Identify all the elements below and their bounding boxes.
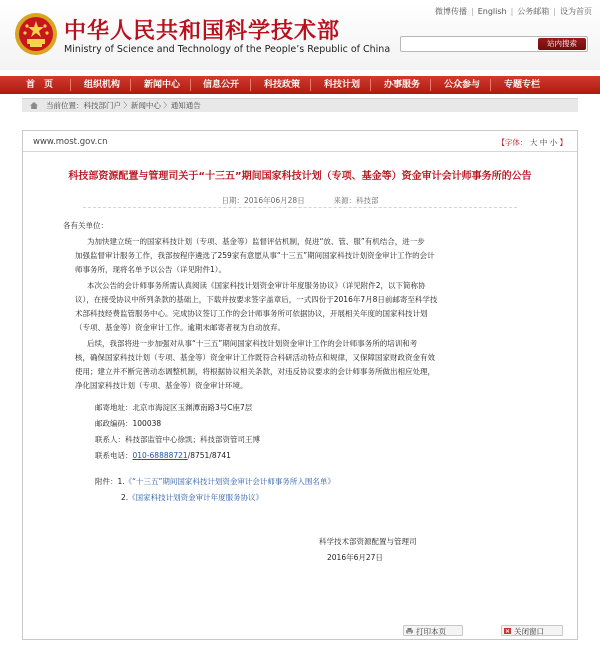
breadcrumb[interactable]: 当前位置：科技部门户 〉新闻中心 〉通知通告 [46, 101, 201, 110]
attachment-label: 附件：1. [95, 477, 125, 486]
font-size-bracket: 】 [559, 138, 567, 147]
nav-information[interactable]: 信息公开 [203, 80, 240, 90]
phone-link[interactable]: 010-68888721 [132, 451, 188, 460]
breadcrumb-bar [22, 98, 578, 112]
close-icon [504, 628, 511, 634]
nav-policy[interactable]: 科技政策 [264, 80, 301, 90]
search-input[interactable] [405, 38, 525, 50]
contact-phone [95, 451, 231, 461]
font-size-label: 【字体： [497, 138, 528, 147]
attachment-link-1[interactable]: 《“十三五”期间国家科技计划资金审计会计师事务所入围名单》 [124, 477, 335, 486]
font-size-medium[interactable]: 中 [539, 138, 548, 147]
paragraph-line: 术部科技经费监管服务中心。完成协议签订工作的会计师事务所可依据协议，开展相关年度的国家科技计划 [75, 309, 428, 318]
site-header [0, 0, 600, 70]
article-container [22, 130, 578, 640]
font-size-small[interactable]: 小 [549, 138, 558, 147]
paragraph-line: 加强监督审计服务工作，我部按程序遴选了259家有意愿从事“十三五”期间国家科技计划资金审计工作的会计 [75, 251, 435, 260]
site-url: www.most.gov.cn [33, 137, 108, 147]
top-link-weibo[interactable]: 微博传播 [435, 7, 467, 16]
paragraph-line: 为加快建立统一的国家科技计划（专项、基金等）监督评估机制，促进“放、管、服”有机结合，进一步 [87, 237, 425, 246]
signature-date: 2016年6月27日 [327, 553, 383, 562]
mailing-address: 邮寄地址：北京市海淀区玉渊潭南路3号C座7层 [95, 403, 253, 412]
nav-divider [70, 79, 71, 91]
home-icon [30, 102, 38, 109]
printer-icon [406, 628, 413, 634]
paragraph-line: 师事务所，现将名单予以公告（详见附件1）。 [75, 265, 227, 274]
divider [83, 207, 517, 208]
attachment-2 [121, 493, 263, 503]
top-link-mail[interactable]: 公务邮箱 [517, 7, 550, 16]
site-title: 中华人民共和国科学技术部 [64, 19, 341, 44]
contact-person: 联系人：科技部监管中心徐凯；科技部资管司王博 [95, 435, 260, 444]
paragraph-line: 净化国家科技计划（专项、基金等）资金审计环境。 [75, 381, 248, 390]
nav-divider [130, 79, 131, 91]
nav-special-topics[interactable]: 专题专栏 [504, 80, 541, 90]
nav-organization[interactable]: 组织机构 [84, 80, 121, 90]
nav-participation[interactable]: 公众参与 [444, 80, 481, 90]
nav-divider [250, 79, 251, 91]
signature: 科学技术部资源配置与管理司 [319, 537, 417, 546]
salutation: 各有关单位： [63, 221, 108, 230]
search-button[interactable]: 站内搜索 [538, 38, 586, 50]
close-label: 关闭窗口 [514, 627, 544, 636]
divider [23, 151, 577, 152]
top-link-english[interactable]: English [477, 7, 507, 16]
font-size-selector [497, 137, 567, 148]
print-button[interactable] [403, 625, 463, 636]
phone-extensions: /8751/8741 [187, 451, 231, 460]
paragraph-line: 核，确保国家科技计划（专项、基金等）资金审计工作既符合科研活动特点和规律，又保障国家财政资金有效 [75, 353, 435, 362]
attachment-number: 2. [121, 493, 129, 502]
nav-news[interactable]: 新闻中心 [144, 80, 181, 90]
attachment-link-2[interactable]: 《国家科技计划资金审计年度服务协议》 [128, 493, 264, 502]
phone-label: 联系电话： [95, 451, 133, 460]
nav-divider [490, 79, 491, 91]
nav-divider [370, 79, 371, 91]
article-date: 日期：2016年06月28日 [221, 196, 305, 205]
close-window-button[interactable] [501, 625, 563, 636]
national-emblem-icon [14, 12, 58, 56]
postal-code: 邮政编码：100038 [95, 419, 162, 428]
article-source: 来源：科技部 [333, 196, 379, 205]
nav-divider [310, 79, 311, 91]
article-meta [23, 195, 577, 206]
nav-divider [430, 79, 431, 91]
nav-services[interactable]: 办事服务 [384, 80, 421, 90]
nav-divider [190, 79, 191, 91]
print-label: 打印本页 [416, 627, 446, 636]
paragraph-line: 议），在接受协议中所列条款的基础上，下载并按要求签字盖章后，一式四份于2016年7月8日前邮寄至科学技 [75, 295, 438, 304]
attachment-1 [95, 477, 335, 487]
top-links: 微博传播 | English | 公务邮箱 | 设为首页 [435, 7, 592, 16]
site-subtitle-english: Ministry of Science and Technology of the People’s Republic of China [64, 44, 391, 55]
paragraph-line: （专项、基金等）资金审计工作。逾期未邮寄者视为自动放弃。 [75, 323, 285, 332]
top-link-homepage[interactable]: 设为首页 [560, 7, 592, 16]
font-size-large[interactable]: 大 [529, 138, 538, 147]
nav-home[interactable]: 首 页 [26, 80, 54, 90]
article-title: 科技部资源配置与管理司关于“十三五”期间国家科技计划（专项、基金等）资金审计会计师事务所的公告 [68, 171, 532, 182]
paragraph-line: 后续，我部将进一步加强对从事“十三五”期间国家科技计划资金审计工作的会计师事务所的培训和考 [87, 339, 418, 348]
nav-programs[interactable]: 科技计划 [324, 80, 361, 90]
main-nav [0, 76, 600, 94]
paragraph-line: 使用；建立并不断完善动态调整机制，将根据协议相关条款，对违反协议要求的会计师事务所做出相应处理， [75, 367, 435, 376]
search-box [400, 36, 588, 52]
paragraph-line: 本次公告的会计师事务所需认真阅读《国家科技计划资金审计年度服务协议》（详见附件2，以下简称协 [87, 281, 426, 290]
